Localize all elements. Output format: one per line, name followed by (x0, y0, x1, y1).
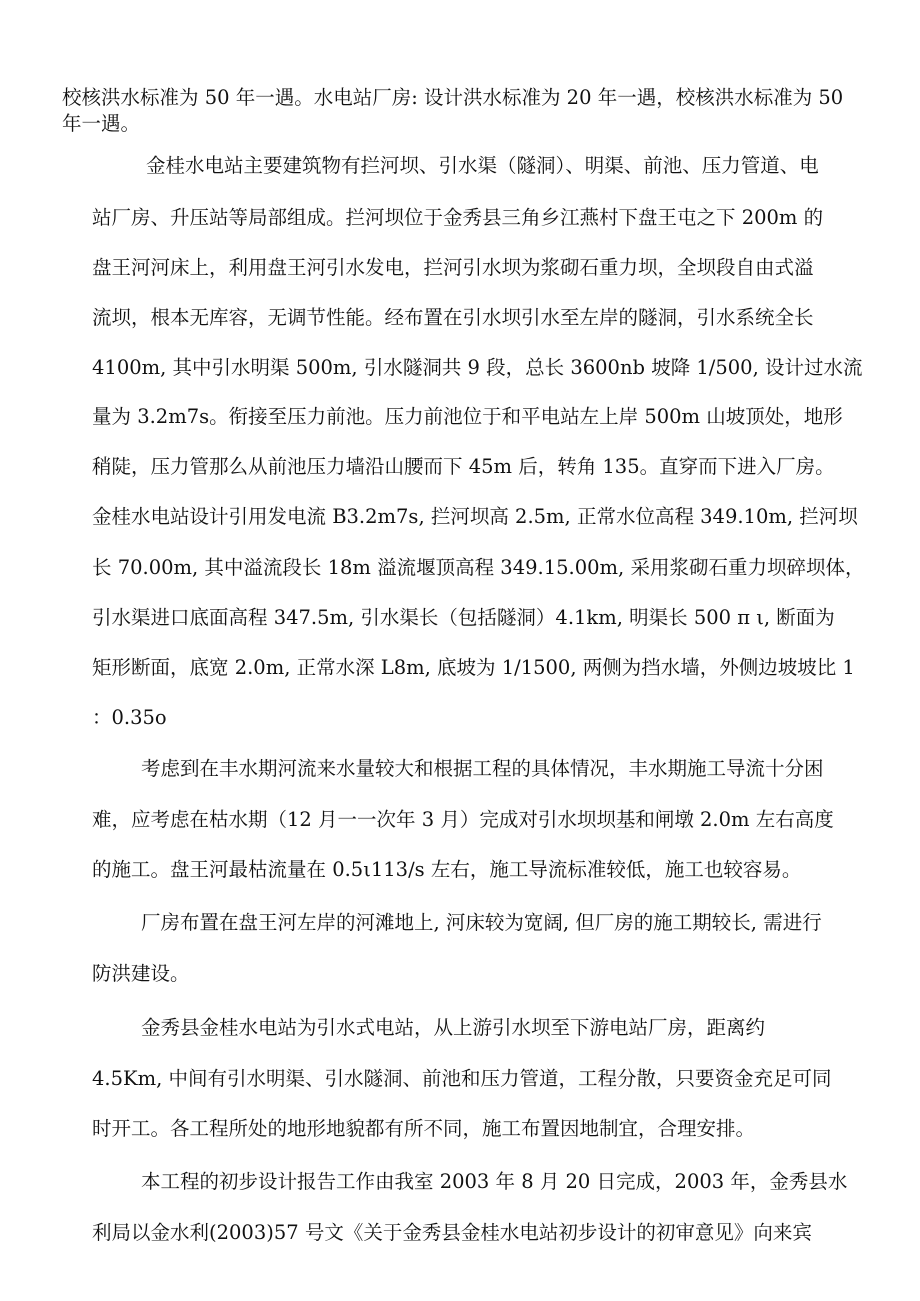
text-line: 的施工。盘王河最枯流量在 0.5ι113∕s 左右，施工导流标准较低，施工也较容易。 (92, 858, 802, 881)
text-line: 厂房布置在盘王河左岸的河滩地上, 河床较为宽阔, 但厂房的施工期较长, 需进行 (141, 911, 822, 934)
text-line: ：0.35o (92, 706, 167, 729)
text-line: 稍陡，压力管那么从前池压力墙沿山腰而下 45m 后，转角 135。直穿而下进入厂房。 (92, 455, 835, 478)
text-line: 4.5Km, 中间有引水明渠、引水隧洞、前池和压力管道，工程分散，只要资金充足可同 (92, 1067, 832, 1090)
text-line: 本工程的初步设计报告工作由我室 2003 年 8 月 20 日完成，2003 年，金秀县水 (141, 1170, 848, 1193)
text-line: 站厂房、升压站等局部组成。拦河坝位于金秀县三角乡江燕村下盘王屯之下 200m 的 (92, 206, 824, 229)
text-line: 防洪建设。 (92, 962, 190, 985)
text-line: 4100m, 其中引水明渠 500m, 引水隧洞共 9 段，总长 3600nb 坡降 1/500, 设计过水流 (92, 356, 863, 379)
text-line: 年一遇。 (62, 112, 141, 135)
text-line: 盘王河河床上，利用盘王河引水发电，拦河引水坝为浆砌石重力坝，全坝段自由式溢 (92, 256, 814, 279)
text-line: 金桂水电站主要建筑物有拦河坝、引水渠（隧洞）、明渠、前池、压力管道、电 (146, 154, 819, 177)
text-line: 量为 3.2m7s。衔接至压力前池。压力前池位于和平电站左上岸 500m 山坡顶处，地形 (92, 405, 843, 428)
text-line: 利局以金水利(2003)57 号文《关于金秀县金桂水电站初步设计的初审意见》向来宾 (92, 1221, 812, 1244)
text-line: 难，应考虑在枯水期（12 月一一次年 3 月）完成对引水坝坝基和闸墩 2.0m 左右高度 (92, 808, 834, 831)
text-line: 矩形断面，底宽 2.0m, 正常水深 L8m, 底坡为 1/1500, 两侧为挡水墙，外侧边坡坡比 1 (92, 656, 855, 679)
text-line: 金桂水电站设计引用发电流 B3.2m7s, 拦河坝高 2.5m, 正常水位高程 349.10m, 拦河坝 (92, 505, 858, 528)
text-line: 引水渠进口底面高程 347.5m, 引水渠长（包括隧洞）4.1km, 明渠长 500 π ι, 断面为 (92, 606, 835, 629)
text-line: 金秀县金桂水电站为引水式电站，从上游引水坝至下游电站厂房，距离约 (141, 1016, 766, 1039)
text-line: 时开工。各工程所处的地形地貌都有所不同，施工布置因地制宜，合理安排。 (92, 1117, 756, 1140)
text-line: 考虑到在丰水期河流来水量较大和根据工程的具体情况，丰水期施工导流十分困 (141, 757, 824, 780)
text-line: 校核洪水标准为 50 年一遇。水电站厂房: 设计洪水标准为 20 年一遇，校核洪水标准为 50 (62, 86, 844, 109)
text-line: 流坝，根本无库容，无调节性能。经布置在引水坝引水至左岸的隧洞，引水系统全长 (92, 306, 814, 329)
text-line: 长 70.00m, 其中溢流段长 18m 溢流堰顶高程 349.15.00m, 采用浆砌石重力坝碎坝体， (92, 556, 865, 579)
